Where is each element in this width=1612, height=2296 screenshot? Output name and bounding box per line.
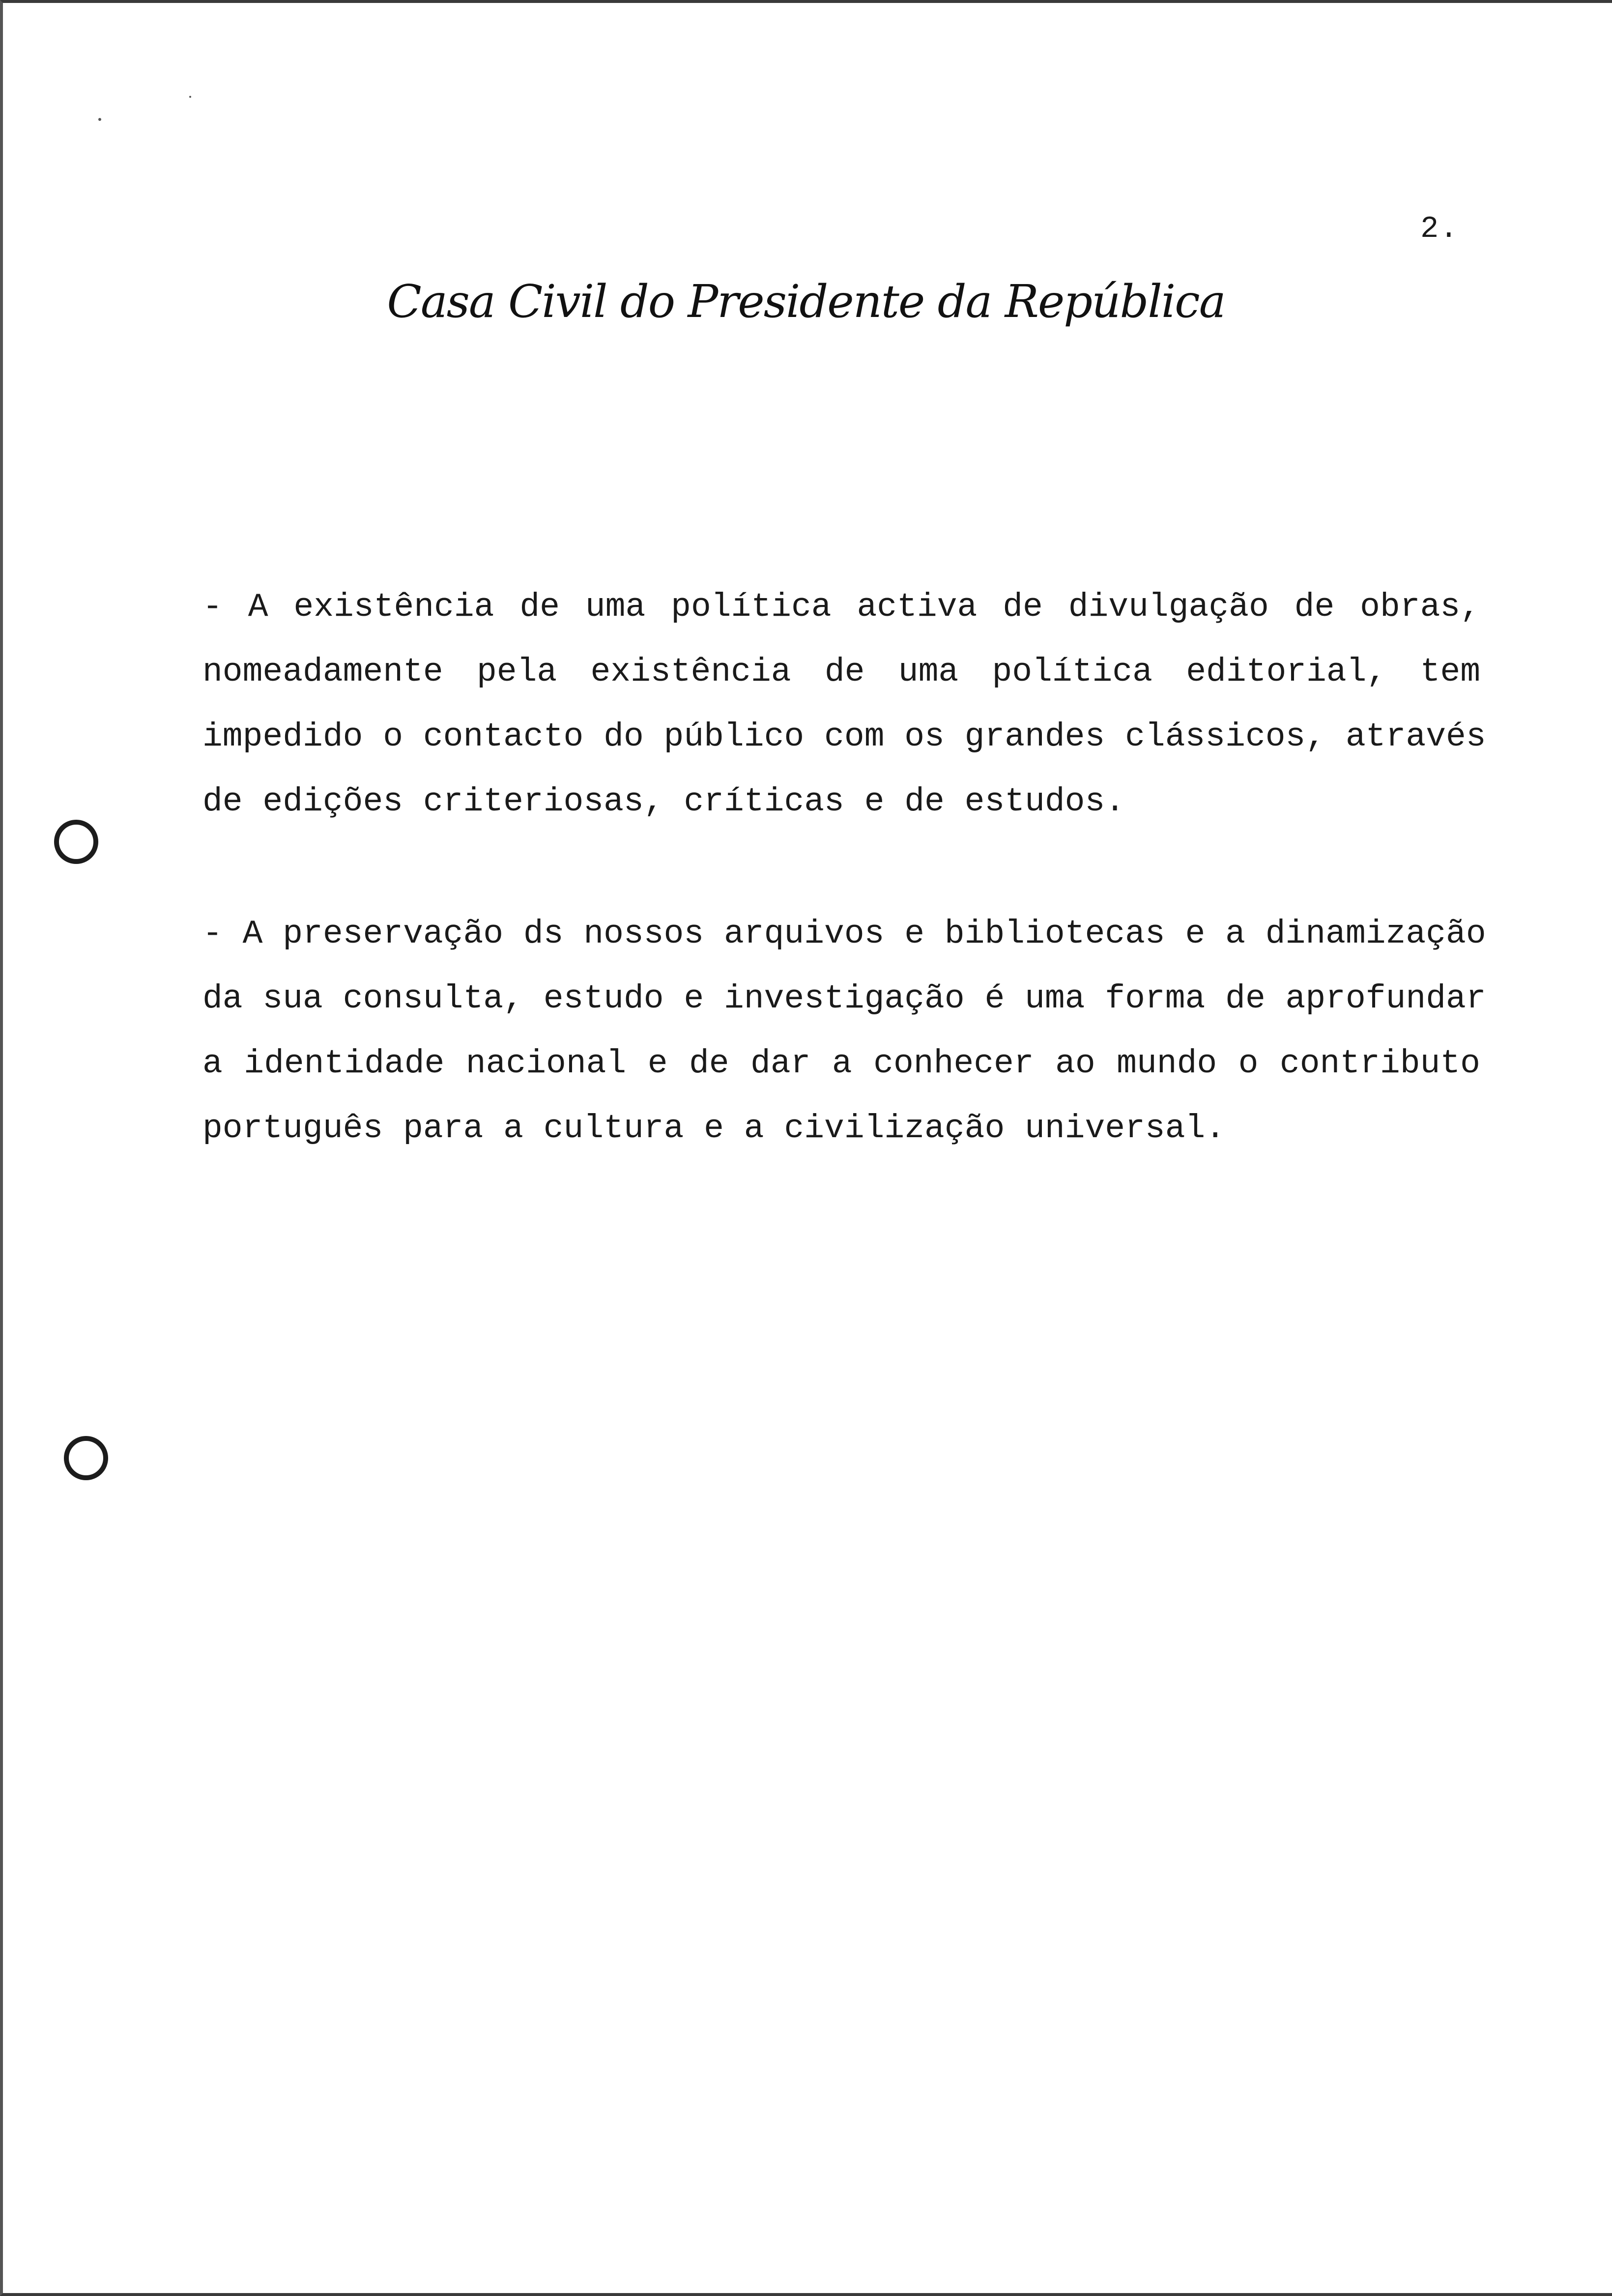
scan-speck bbox=[98, 118, 101, 121]
paragraph-line: - A existência de uma política activa de divulgação de obras, bbox=[202, 588, 1480, 626]
paragraph-line: - A preservação ds nossos arquivos e bibliotecas e a dinamização bbox=[202, 915, 1486, 953]
paragraph-line: da sua consulta, estudo e investigação é uma forma de aprofundar bbox=[202, 980, 1486, 1018]
paragraph-line: de edições criteriosas, críticas e de estudos. bbox=[202, 783, 1125, 821]
scan-speck bbox=[189, 96, 191, 98]
letterhead: Casa Civil do Presidente da República bbox=[387, 275, 1225, 328]
page-number: 2. bbox=[1420, 211, 1459, 246]
punch-hole bbox=[54, 820, 98, 864]
paragraph-2 bbox=[202, 902, 1486, 1161]
paragraph-1 bbox=[202, 575, 1486, 834]
paragraph-line: nomeadamente pela existência de uma política editorial, tem bbox=[202, 653, 1480, 691]
paragraph-line: impedido o contacto do público com os grandes clássicos, através bbox=[202, 718, 1486, 756]
punch-hole bbox=[64, 1436, 108, 1480]
paragraph-line: português para a cultura e a civilização universal. bbox=[202, 1110, 1226, 1148]
paragraph-line: a identidade nacional e de dar a conhecer ao mundo o contributo bbox=[202, 1045, 1480, 1083]
